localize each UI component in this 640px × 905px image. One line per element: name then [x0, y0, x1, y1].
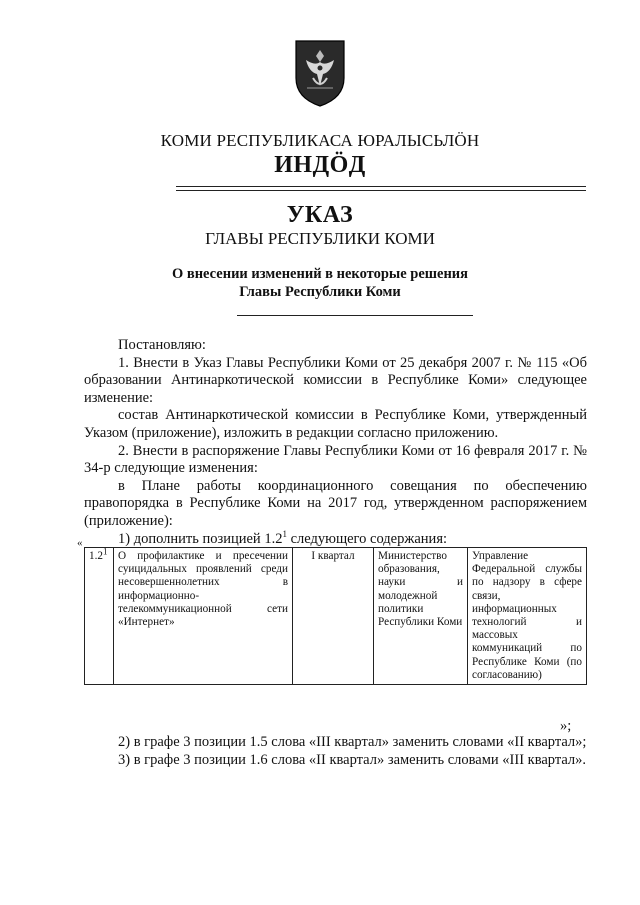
position-number-superscript: 1	[102, 546, 108, 557]
event-cell: О профилактике и пресечении суицидальных проявлений среди несовершеннолетних в информационно-телекоммуникационной сети «Интернет»	[114, 548, 293, 685]
table-open-quote: «	[77, 537, 83, 549]
intro-paragraph: Постановляю:	[118, 337, 206, 353]
document-title-komi: ИНДÖД	[274, 152, 366, 178]
subject-divider	[237, 315, 473, 316]
item-2-paragraph: 2. Внести в распоряжение Главы Республики Коми от 16 февраля 2017 г. № 34-р следующие изменения:	[84, 442, 587, 477]
subitem-3-paragraph: 3) в графе 3 позиции 1.6 слова «II квартал» заменить словами «III квартал».	[118, 751, 587, 768]
subitem-2-paragraph: 2) в графе 3 позиции 1.5 слова «III квартал» заменить словами «II квартал»;	[118, 734, 587, 750]
position-number: 1.2	[89, 550, 103, 562]
responsible-cell: Министерство образования, науки и молодежной политики Республики Коми	[374, 548, 468, 685]
inserted-plan-row-table	[84, 547, 587, 685]
subitem-1-superscript: 1	[282, 528, 287, 539]
subject-line-1: О внесении изменений в некоторые решения	[171, 266, 469, 282]
item-1-paragraph: 1. Внести в Указ Главы Республики Коми от 25 декабря 2007 г. № 115 «Об образовании Антинаркотической комиссии в Республике Коми» следующее изменение:	[84, 354, 587, 406]
document-subject	[0, 265, 640, 301]
item-2-detail-paragraph: в Плане работы координационного совещания по обеспечению правопорядка в Республике Коми на 2017 год, утвержденном распоряжением (приложение):	[84, 477, 587, 529]
document-title: УКАЗ	[286, 202, 354, 228]
period-cell: I квартал	[293, 548, 374, 685]
subitem-1-text: 1) дополнить позицией 1.2	[118, 530, 283, 547]
decree-tail	[84, 734, 587, 769]
issuer-title: ГЛАВЫ РЕСПУБЛИКИ КОМИ	[205, 229, 435, 248]
komi-republic-coat-of-arms-icon	[293, 38, 347, 108]
coexecutor-cell: Управление Федеральной службы по надзору в сфере связи, информационных технологий и массовых коммуникаций по Республике Коми (по согласованию)	[468, 548, 587, 685]
subject-line-2: Главы Республики Коми	[239, 284, 401, 300]
table-close-quote: »;	[560, 718, 572, 734]
subitem-1-paragraph	[84, 528, 587, 549]
table-row	[85, 548, 587, 685]
subitem-1-text-end: следующего содержания:	[286, 530, 448, 547]
item-1-detail-paragraph: состав Антинаркотической комиссии в Республике Коми, утвержденный Указом (приложение), изложить в редакции согласно приложению.	[84, 407, 587, 441]
region-name-komi: КОМИ РЕСПУБЛИКАСА ЮРАЛЫСЬЛÖН	[160, 131, 480, 150]
position-number-cell	[85, 548, 114, 685]
header-divider	[176, 186, 586, 191]
decree-body	[84, 337, 587, 548]
